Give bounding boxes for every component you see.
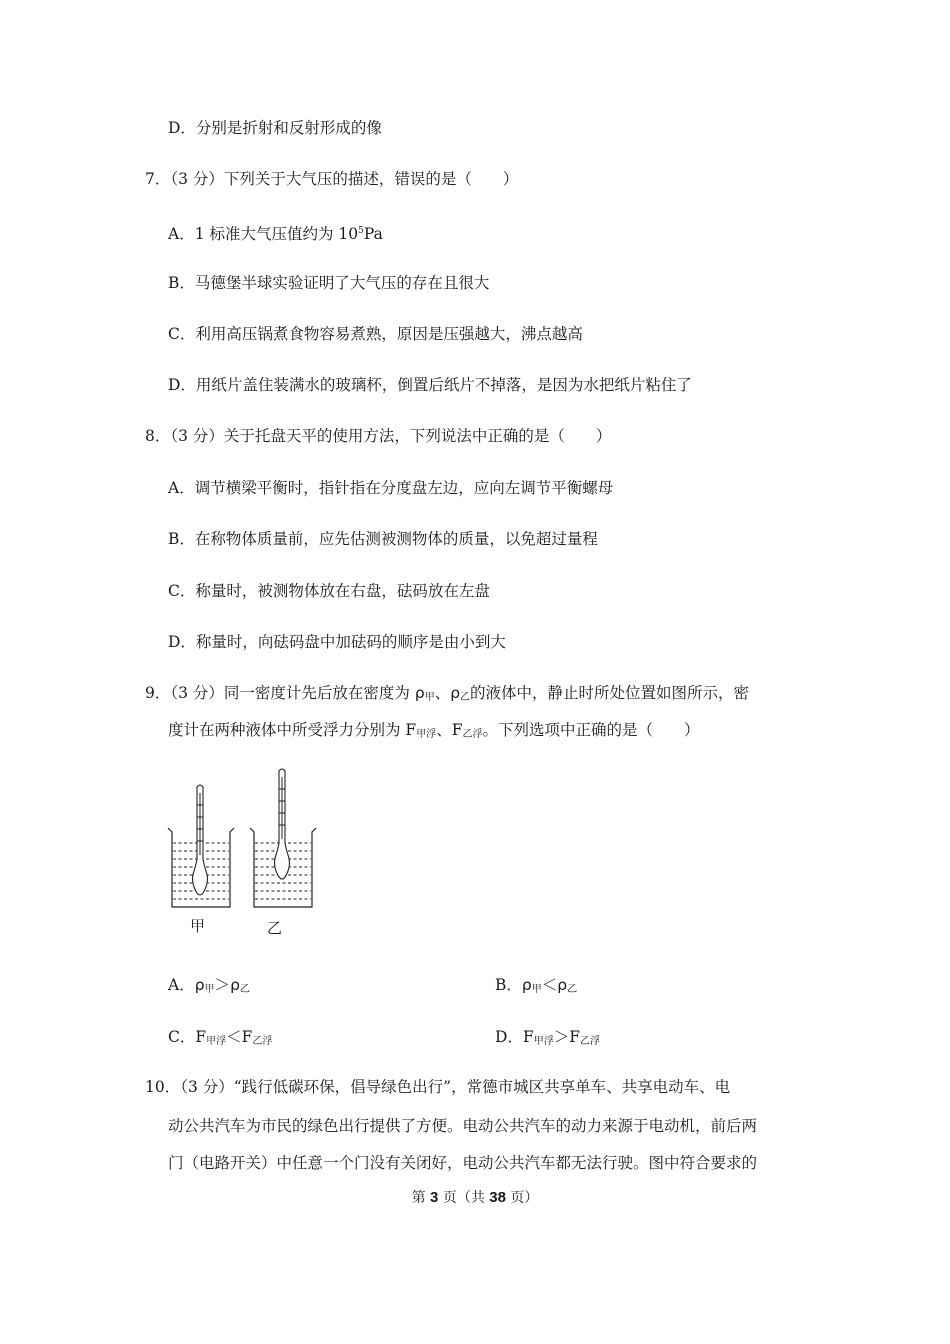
label-jia: 甲 bbox=[190, 917, 206, 935]
q9-stem-line1 bbox=[145, 682, 749, 709]
q9-option-d bbox=[495, 1026, 600, 1053]
force-symbol: F bbox=[451, 721, 463, 739]
rho-symbol: ρ bbox=[414, 684, 425, 702]
rho-symbol: ρ bbox=[557, 976, 568, 994]
q6-option-d: D．分别是折射和反射形成的像 bbox=[168, 119, 382, 137]
option-letter: C． bbox=[168, 1028, 196, 1046]
q7-option-c: C．利用高压锅煮食物容易煮熟，原因是压强越大，沸点越高 bbox=[168, 325, 583, 343]
force-symbol: F bbox=[241, 1028, 253, 1046]
page-number: 3 bbox=[430, 1189, 439, 1206]
subscript: 乙浮 bbox=[252, 1036, 273, 1047]
q8-option-b: B．在称物体质量前，应先估测被测物体的质量，以免超过量程 bbox=[168, 530, 598, 548]
separator: 、 bbox=[436, 721, 452, 739]
separator: 、 bbox=[434, 684, 451, 702]
q7-stem: 7．（3 分）下列关于大气压的描述，错误的是（ ） bbox=[145, 170, 519, 188]
q8-stem: 8．（3 分）关于托盘天平的使用方法，下列说法中正确的是（ ） bbox=[145, 427, 612, 445]
q10-stem-line1: 10．（3 分）“践行低碳环保，倡导绿色出行”，常德市城区共享单车、共享电动车、电 bbox=[145, 1078, 731, 1096]
hydrometer-figure bbox=[160, 765, 330, 940]
q7-option-a-unit: Pa bbox=[363, 225, 383, 243]
rho-symbol: ρ bbox=[230, 976, 240, 994]
label-yi: 乙 bbox=[267, 919, 283, 937]
greater-than: ＞ bbox=[553, 1028, 570, 1046]
q9-stem-line2 bbox=[168, 719, 699, 746]
rho-symbol: ρ bbox=[450, 684, 461, 702]
subscript: 乙浮 bbox=[579, 1036, 600, 1047]
footer-text: 页（共 bbox=[438, 1190, 490, 1206]
subscript: 甲 bbox=[204, 984, 215, 995]
q10-stem-line3: 门（电路开关）中任意一个门没有关闭好，电动公共汽车都无法行驶。图中符合要求的 bbox=[168, 1154, 758, 1172]
q7-option-a bbox=[168, 220, 383, 245]
subscript: 乙 bbox=[460, 692, 471, 703]
total-pages: 38 bbox=[489, 1189, 506, 1206]
q9-option-c bbox=[168, 1026, 272, 1053]
footer-text: 第 bbox=[411, 1190, 431, 1206]
force-symbol: F bbox=[522, 1028, 534, 1046]
q7-option-d: D．用纸片盖住装满水的玻璃杯，倒置后纸片不掉落，是因为水把纸片粘住了 bbox=[168, 376, 692, 394]
force-symbol: F bbox=[195, 1028, 207, 1046]
q9-text: 9．（3 分）同一密度计先后放在密度为 bbox=[145, 684, 415, 702]
q8-option-a: A．调节横梁平衡时，指针指在分度盘左边，应向左调节平衡螺母 bbox=[168, 479, 614, 497]
less-than: ＜ bbox=[541, 976, 558, 994]
q7-option-b: B．马德堡半球实验证明了大气压的存在且很大 bbox=[168, 274, 490, 292]
hydrometer-beakers-diagram bbox=[160, 765, 330, 915]
q10-stem-line2: 动公共汽车为市民的绿色出行提供了方便。电动公共汽车的动力来源于电动机，前后两 bbox=[168, 1117, 758, 1135]
subscript: 甲浮 bbox=[416, 729, 437, 740]
rho-symbol: ρ bbox=[194, 976, 205, 994]
q8-option-d: D．称量时，向砝码盘中加砝码的顺序是由小到大 bbox=[168, 633, 506, 651]
page-footer bbox=[0, 1187, 950, 1207]
q7-option-a-exponent: 5 bbox=[358, 226, 364, 236]
subscript: 甲 bbox=[531, 984, 542, 995]
subscript: 乙 bbox=[239, 984, 250, 995]
option-letter: A． bbox=[168, 976, 195, 994]
subscript: 甲浮 bbox=[533, 1036, 554, 1047]
greater-than: ＞ bbox=[214, 976, 231, 994]
subscript: 甲浮 bbox=[206, 1036, 227, 1047]
q9-text: 度计在两种液体中所受浮力分别为 F bbox=[168, 721, 417, 739]
option-letter: B． bbox=[495, 976, 522, 994]
q9-text: 的液体中，静止时所处位置如图所示，密 bbox=[470, 684, 750, 702]
q9-text: 。下列选项中正确的是（ ） bbox=[482, 721, 700, 739]
less-than: ＜ bbox=[226, 1028, 242, 1046]
q7-option-a-text: A．1 标准大气压值约为 10 bbox=[168, 225, 359, 243]
force-symbol: F bbox=[569, 1028, 580, 1046]
subscript: 乙浮 bbox=[462, 729, 483, 740]
q8-option-c: C．称量时，被测物体放在右盘，砝码放在左盘 bbox=[168, 582, 490, 600]
option-letter: D． bbox=[495, 1028, 523, 1046]
q9-option-b bbox=[495, 974, 577, 1001]
subscript: 乙 bbox=[567, 984, 578, 995]
rho-symbol: ρ bbox=[521, 976, 532, 994]
footer-text: 页） bbox=[505, 1190, 539, 1206]
subscript: 甲 bbox=[424, 692, 435, 703]
q9-option-a bbox=[168, 974, 250, 1001]
